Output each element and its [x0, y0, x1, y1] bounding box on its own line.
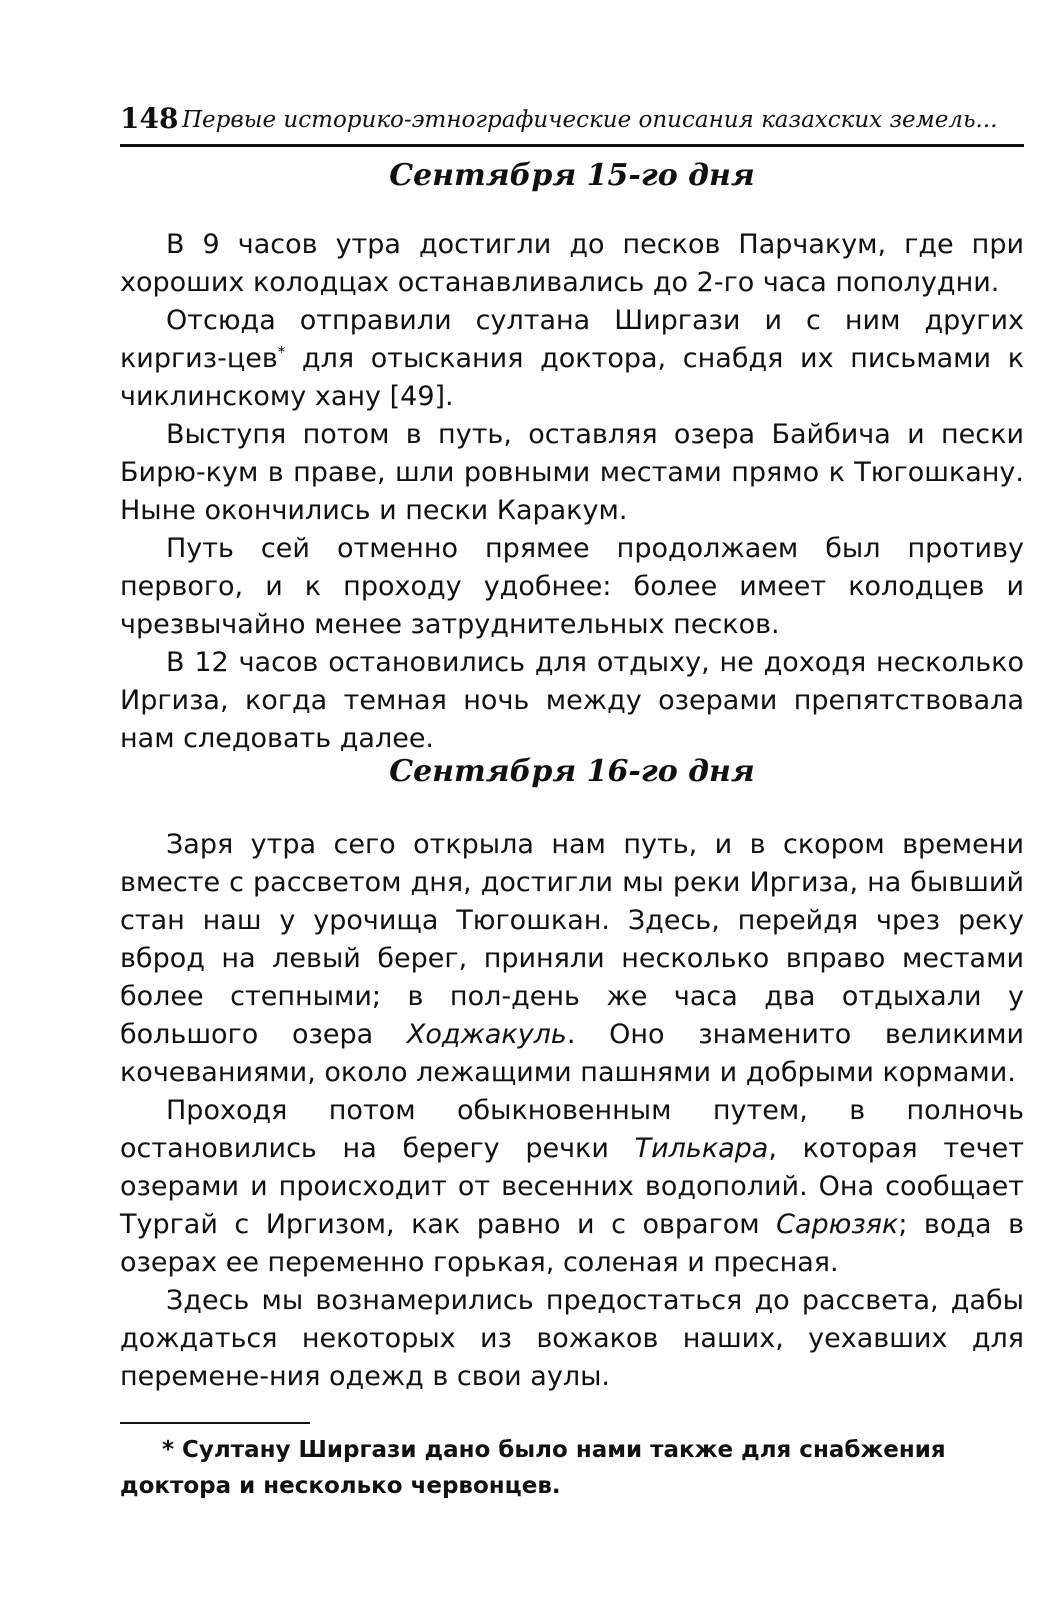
- paragraph: Путь сей отменно прямее продолжаем был противу первого, и к проходу удобнее: более имеет колодцев и чрезвычайно менее затруднительных песков.: [120, 533, 1024, 640]
- footnote-text: Султану Ширгази дано было нами также для снабжения доктора и несколько червонцев.: [120, 1437, 946, 1499]
- paragraph: Отсюда отправили султана Ширгази и с ним других киргиз-цев* для отыскания доктора, снабдя их письмами к чиклинскому хану [49].: [120, 305, 1024, 412]
- footnote-divider: [120, 1422, 310, 1424]
- page-header: [120, 100, 1024, 147]
- paragraph: В 12 часов остановились для отдыху, не доходя несколько Иргиза, когда темная ночь между озерами препятствовала нам следовать далее.: [120, 647, 1024, 754]
- footnote-marker: *: [277, 343, 286, 361]
- paragraph: Заря утра сего открыла нам путь, и в скором времени вместе с рассветом дня, достигли мы реки Иргиза, на бывший стан наш у урочища Тюгошкан. Здесь, перейдя чрез реку вброд на левый берег, приняли несколько вправо местами более степными; в пол-день же часа два отдыхали у большого озера Ходжакуль. Оно знаменито великими кочеваниями, около лежащими пашнями и добрыми кормами.: [120, 829, 1024, 1088]
- paragraph: Проходя потом обыкновенным путем, в полночь остановились на берегу речки Тилькара, которая течет озерами и происходит от весенних водополий. Она сообщает Тургай с Иргизом, как равно и с оврагом Сарюзяк; вода в озерах ее переменно горькая, соленая и пресная.: [120, 1095, 1024, 1278]
- section-body-sep-16: [120, 826, 1024, 1396]
- paragraph: Выступя потом в путь, оставляя озера Байбича и пески Бирю-кум в праве, шли ровными местами прямо к Тюгошкану. Ныне окончились и пески Каракум.: [120, 419, 1024, 526]
- section-heading-sep-15: Сентября 15-го дня: [389, 158, 755, 193]
- place-name: Сарюзяк: [776, 1209, 899, 1240]
- paragraph: Здесь мы вознамерились предостаться до рассвета, дабы дождаться некоторых из вожаков наших, уехавших для перемене-ния одежд в свои аулы.: [120, 1285, 1024, 1392]
- running-title: Первые историко-этнографические описания казахских земель...: [182, 107, 998, 133]
- place-name: Тилькара: [634, 1133, 769, 1164]
- footnote: [120, 1432, 1024, 1504]
- section-heading-sep-16: Сентября 16-го дня: [389, 754, 755, 789]
- paragraph: В 9 часов утра достигли до песков Парчакум, где при хороших колодцах останавливались до 2-го часа пополудни.: [120, 229, 1024, 298]
- place-name: Ходжакуль: [406, 1019, 567, 1050]
- section-body-sep-15: [120, 226, 1024, 758]
- footnote-marker: *: [162, 1437, 175, 1463]
- page-number: 148: [120, 102, 179, 135]
